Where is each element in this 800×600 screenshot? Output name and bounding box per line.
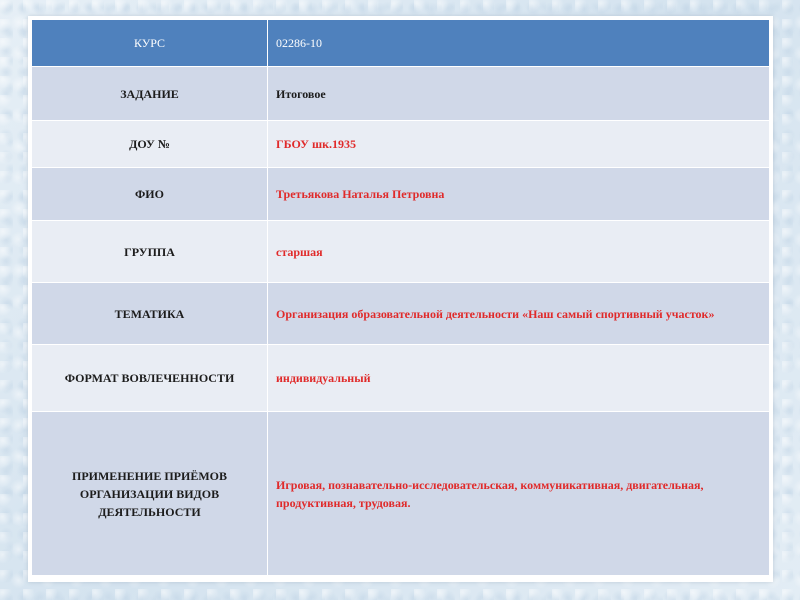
course-label: КУРС <box>32 20 268 67</box>
school-label: ДОУ № <box>32 121 268 168</box>
format-label: ФОРМАТ ВОВЛЕЧЕННОСТИ <box>32 345 268 412</box>
theme-label: ТЕМАТИКА <box>32 283 268 345</box>
course-value: 02286-10 <box>268 20 770 67</box>
activities-label: ПРИМЕНЕНИЕ ПРИЁМОВ ОРГАНИЗАЦИИ ВИДОВ ДЕЯТЕЛЬНОСТИ <box>32 412 268 576</box>
school-value: ГБОУ шк.1935 <box>268 121 770 168</box>
table-row-course <box>32 20 770 67</box>
theme-value: Организация образовательной деятельности «Наш самый спортивный участок» <box>268 283 770 345</box>
format-value: индивидуальный <box>268 345 770 412</box>
table-row-group <box>32 221 770 283</box>
table-row-format <box>32 345 770 412</box>
activities-value: Игровая, познавательно-исследовательская, коммуникативная, двигательная, продуктивная, трудовая. <box>268 412 770 576</box>
info-table <box>31 19 770 576</box>
name-label: ФИО <box>32 168 268 221</box>
slide-card <box>28 16 773 582</box>
group-value: старшая <box>268 221 770 283</box>
task-label: ЗАДАНИЕ <box>32 67 268 121</box>
task-value: Итоговое <box>268 67 770 121</box>
name-value: Третьякова Наталья Петровна <box>268 168 770 221</box>
table-row-activities <box>32 412 770 576</box>
table-row-name <box>32 168 770 221</box>
table-row-task <box>32 67 770 121</box>
table-row-school <box>32 121 770 168</box>
table-row-theme <box>32 283 770 345</box>
group-label: ГРУППА <box>32 221 268 283</box>
